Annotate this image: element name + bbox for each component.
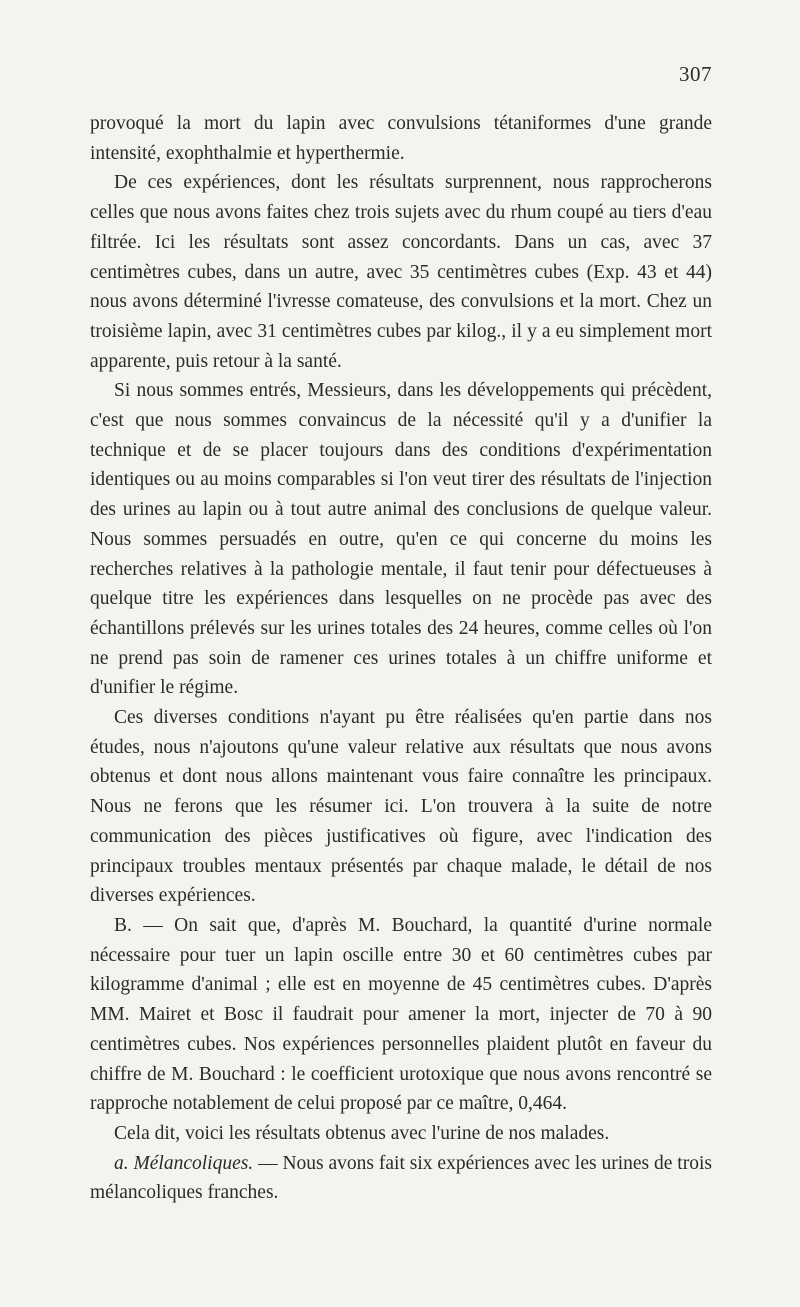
paragraph: De ces expériences, dont les résultats surprennent, nous rapprocherons celles que nous avons faites chez trois sujets avec du rhum coupé au tiers d'eau filtrée. Ici les résultats sont assez concordants. Dans un cas, avec 37 centimètres cubes, dans un autre, avec 35 centimètres cubes (Exp. 43 et 44) nous avons déterminé l'ivresse comateuse, des convulsions et la mort. Chez un troisième lapin, avec 31 centimètres cubes par kilog., il y a eu simplement mort apparente, puis retour à la santé.	[90, 172, 712, 372]
paragraph: provoqué la mort du lapin avec convulsions tétaniformes d'une grande intensité, exophthalmie et hyperthermie.	[90, 113, 712, 164]
paragraph-text: — Nous avons fait six expériences avec les urines de trois mélancoliques franches.	[90, 1152, 712, 1204]
section-lead: a. Mélancoliques.	[114, 1152, 254, 1174]
body-text	[90, 109, 712, 1208]
page-number: 307	[679, 62, 712, 86]
paragraph: B. — On sait que, d'après M. Bouchard, la quantité d'urine normale nécessaire pour tuer un lapin oscille entre 30 et 60 centimètres cubes par kilogramme d'animal ; elle est en moyenne de 45 centimètres cubes. D'après MM. Mairet et Bosc il faudrait pour amener la mort, injecter de 70 à 90 centimètres cubes. Nos expériences personnelles plaident plutôt en faveur du chiffre de M. Bouchard : le coefficient urotoxique que nous avons rencontré se rapproche notablement de celui proposé par ce maître, 0,464.	[90, 914, 712, 1115]
paragraph-melancoliques	[90, 1149, 712, 1208]
paragraph: Cela dit, voici les résultats obtenus avec l'urine de nos malades.	[114, 1122, 610, 1144]
paragraph: Ces diverses conditions n'ayant pu être réalisées qu'en partie dans nos études, nous n'ajoutons qu'une valeur relative aux résultats que nous avons obtenus et dont nous allons maintenant vous faire connaître les principaux. Nous ne ferons que les résumer ici. L'on trouvera à la suite de notre communication des pièces justificatives où figure, avec l'indication des principaux troubles mentaux présentés par chaque malade, le détail de nos diverses expériences.	[90, 707, 712, 907]
paragraph: Si nous sommes entrés, Messieurs, dans les développements qui précèdent, c'est que nous sommes convaincus de la nécessité qu'il y a d'unifier la technique et de se placer toujours dans des conditions d'expérimentation identiques ou au moins comparables si l'on veut tirer des résultats de l'injection des urines au lapin ou à tout autre animal des conclusions de quelque valeur. Nous sommes persuadés en outre, qu'en ce qui concerne du moins les recherches relatives à la pathologie mentale, il faut tenir pour défectueuses à quelque titre les expériences dans lesquelles on ne procède pas avec des échantillons prélevés sur les urines totales des 24 heures, comme celles où l'on ne prend pas soin de ramener ces urines totales à un chiffre uniforme et d'unifier le régime.	[90, 380, 712, 699]
